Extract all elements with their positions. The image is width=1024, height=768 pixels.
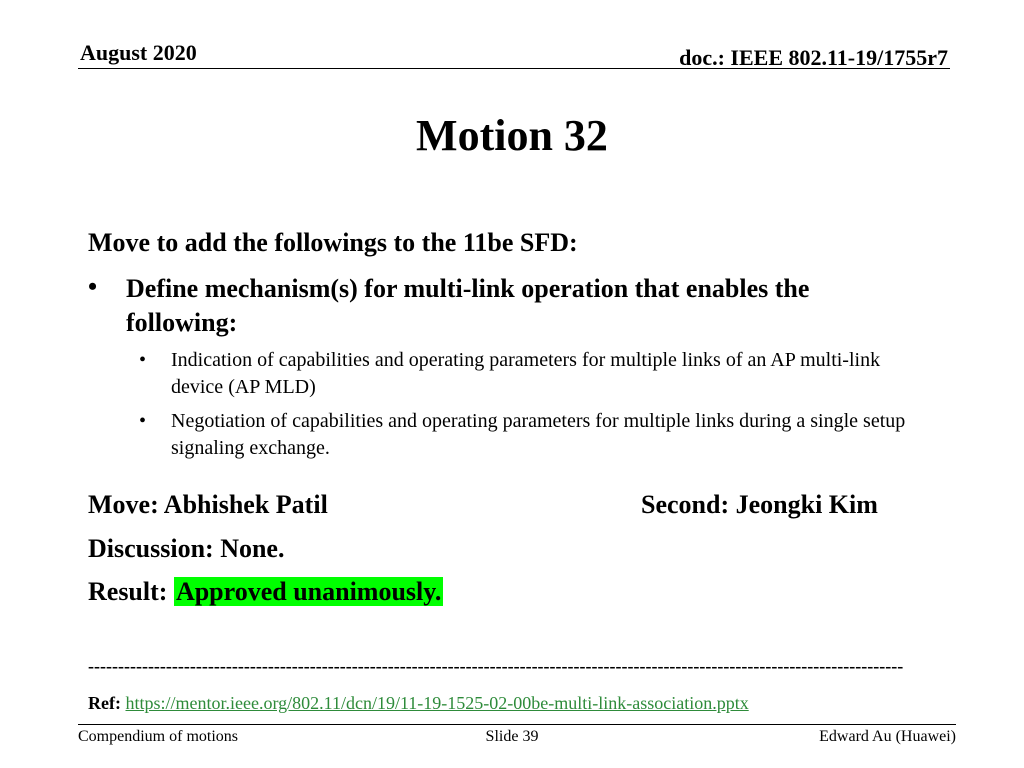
slide-title: Motion 32 — [416, 111, 608, 160]
result — [88, 577, 443, 607]
header-divider — [78, 68, 950, 69]
reference — [88, 693, 749, 714]
bullet-marker: • — [88, 272, 98, 301]
discussion: Discussion: None. — [88, 534, 285, 563]
result-label: Result: — [88, 577, 168, 606]
seconder: Second: Jeongki Kim — [641, 490, 878, 519]
sub-bullet-marker: • — [139, 410, 147, 432]
footer-divider — [78, 724, 956, 725]
sub-bullet-marker: • — [139, 349, 147, 371]
motion-intro: Move to add the followings to the 11be SFD: — [88, 228, 578, 257]
separator-dashes: ---------------------------------------------------------------------------------------------------------------------------------------- — [88, 656, 904, 676]
header-doc-id: doc.: IEEE 802.11-19/1755r7 — [679, 45, 948, 70]
bullet-text-main: Define mechanism(s) for multi-link operation that enables the following: — [126, 274, 810, 337]
footer-left: Compendium of motions — [78, 728, 238, 745]
slide-number: Slide 39 — [485, 728, 539, 745]
ref-link[interactable]: https://mentor.ieee.org/802.11/dcn/19/11-19-1525-02-00be-multi-link-association.pptx — [125, 693, 749, 713]
sub-bullet-text-negotiation: Negotiation of capabilities and operating parameters for multiple links during a single setup signaling exchange. — [171, 410, 906, 459]
footer-author: Edward Au (Huawei) — [819, 728, 956, 745]
ref-label: Ref: — [88, 693, 121, 713]
header-date: August 2020 — [80, 40, 197, 65]
result-value-highlight: Approved unanimously. — [175, 577, 442, 606]
sub-bullet-text-indication: Indication of capabilities and operating parameters for multiple links of an AP multi-link device (AP MLD) — [171, 349, 881, 398]
mover: Move: Abhishek Patil — [88, 490, 328, 519]
